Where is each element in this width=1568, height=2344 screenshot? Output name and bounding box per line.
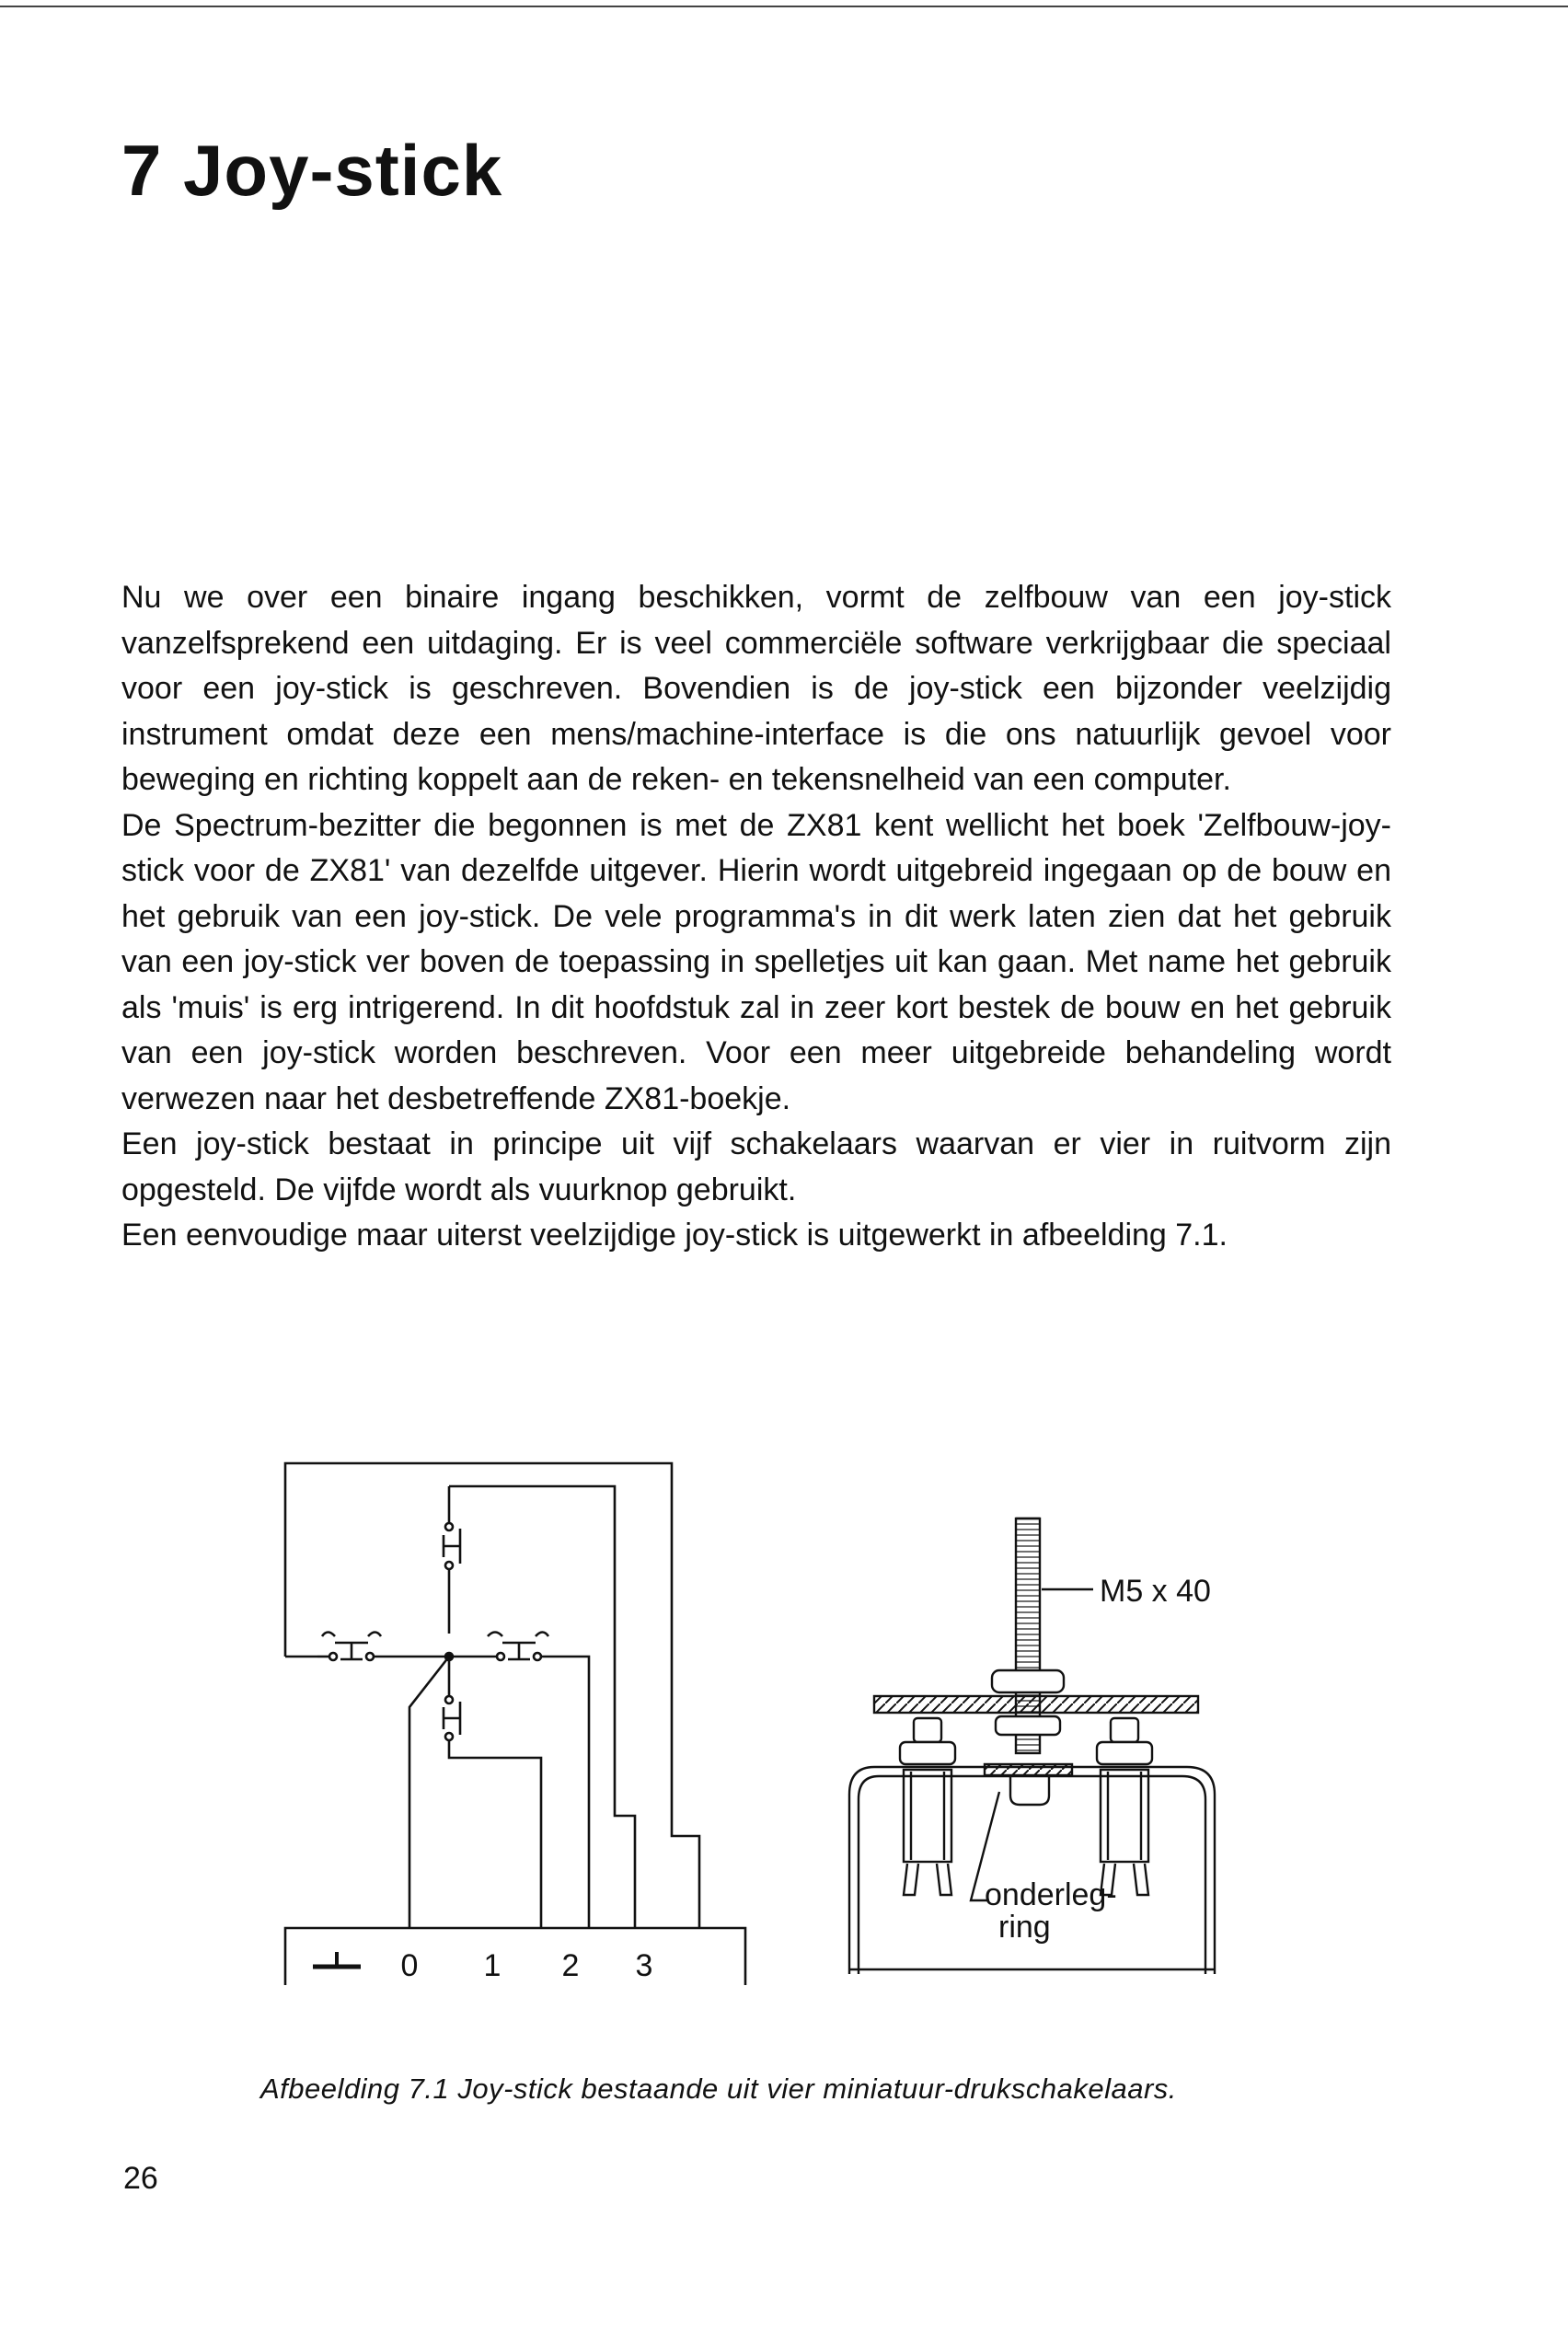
chapter-title: 7 Joy-stick <box>121 130 503 211</box>
wiring-schematic <box>285 1463 745 1985</box>
body-text <box>121 575 1391 1259</box>
figure-drawing <box>267 1449 1233 2002</box>
top-rule <box>0 6 1568 7</box>
washer-label: onderleg- <box>985 1877 1117 1912</box>
paragraph: Een eenvoudige maar uiterst veelzijdige joy-stick is uitgewerkt in afbeelding 7.1. <box>121 1218 1228 1253</box>
pushbutton-left <box>900 1718 955 1895</box>
pin-label: 2 <box>561 1948 580 1983</box>
figure-7-1 <box>267 1449 1233 2002</box>
paragraph: De Spectrum-bezitter die begonnen is met de ZX81 kent wellicht het boek 'Zelfbouw-joy-stick voor de ZX81' van dezelfde uitgever. Hierin wordt uitgebreid ingegaan op de bouw en het gebruik van een joy-stick. De vele programma's in dit werk laten zien dat het gebruik van een joy-stick ver boven de toepassing in spelletjes uit kan gaan. Met name het gebruik als 'muis' is erg intrigerend. In dit hoofdstuk zal in zeer kort bestek de bouw en het gebruik van een joy-stick worden beschreven. Voor een meer uitgebreide behandeling wordt verwezen naar het desbetreffende ZX81-boekje. <box>121 807 1391 1116</box>
ground-icon <box>313 1952 361 1967</box>
washer-label: ring <box>998 1910 1051 1945</box>
pin-label: 3 <box>635 1948 653 1983</box>
push-switch-left <box>317 1633 449 1661</box>
connector <box>285 1928 745 1985</box>
page-number: 26 <box>123 2161 158 2196</box>
pin-label: 0 <box>400 1948 419 1983</box>
bolt-label: M5 x 40 <box>1100 1574 1211 1609</box>
figure-caption: Afbeelding 7.1 Joy-stick bestaande uit vier miniatuur-drukschakelaars. <box>260 2073 1177 2105</box>
paragraph: Nu we over een binaire ingang beschikken, vormt de zelfbouw van een joy-stick vanzelfsprekend een uitdaging. Er is veel commerciële software verkrijgbaar die speciaal voor een joy-stick is geschreven. Bovendien is de joy-stick een bijzonder veelzijdig instrument omdat deze een mens/machine-interface is die ons natuurlijk gevoel voor beweging en richting koppelt aan de reken- en tekensnelheid van een computer. <box>121 580 1391 797</box>
connector-pins <box>401 1948 653 1983</box>
push-switch-right <box>449 1633 589 1929</box>
push-switch-up <box>444 1486 635 1928</box>
paragraph: Een joy-stick bestaat in principe uit vijf schakelaars waarvan er vier in ruitvorm zijn opgesteld. De vijfde wordt als vuurknop gebruikt. <box>121 1126 1391 1207</box>
pin-label: 1 <box>483 1948 502 1983</box>
push-switch-down <box>444 1657 541 1928</box>
pushbutton-right <box>1097 1718 1152 1895</box>
